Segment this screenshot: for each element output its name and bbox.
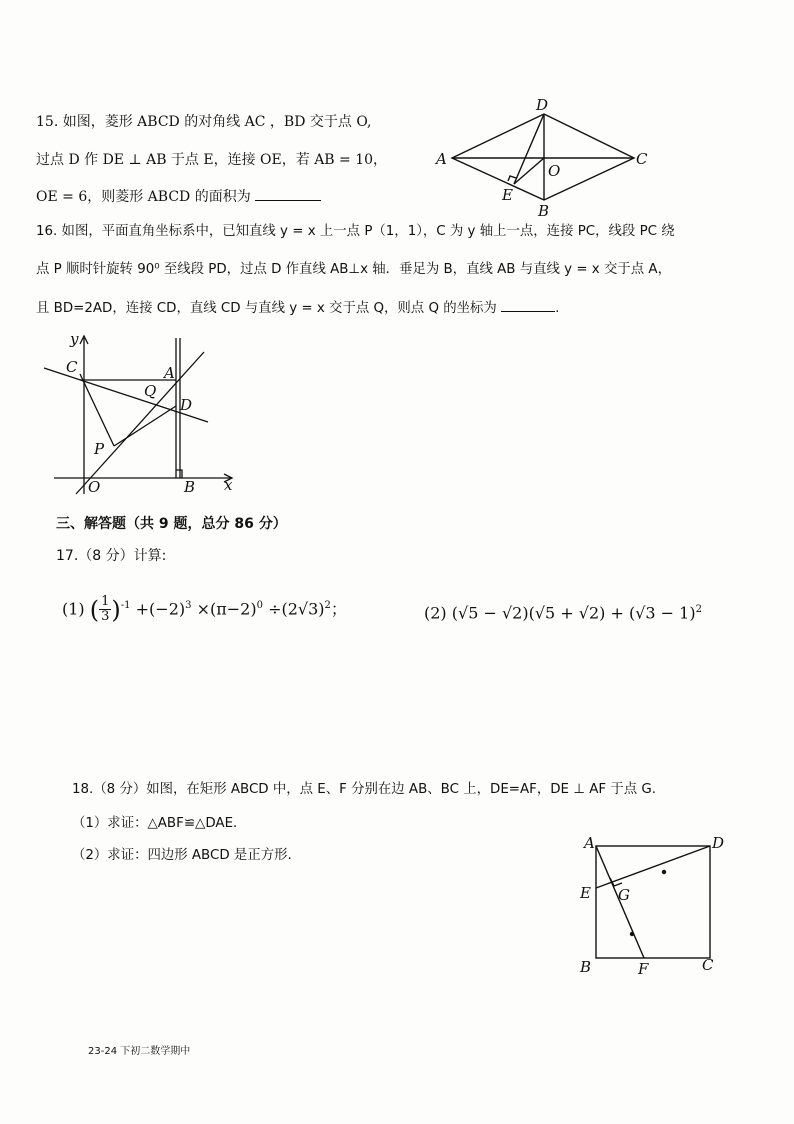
q17-part-2-label: (2) — [424, 603, 447, 623]
exponent-zero: 0 — [256, 600, 263, 611]
segment-pd — [114, 406, 176, 446]
q15-line-3-text: OE = 6，则菱形 ABCD 的面积为 — [36, 189, 251, 205]
fraction-one-third — [99, 595, 111, 624]
label-b: B — [538, 202, 550, 220]
label-d: D — [712, 834, 725, 852]
part-1-end: ； — [330, 599, 347, 619]
right-angle-b — [176, 470, 182, 478]
label-a: A — [436, 150, 447, 168]
term-neg-two: +(−2) — [135, 599, 186, 619]
q15-answer-blank — [255, 186, 321, 201]
label-o: O — [548, 162, 561, 180]
q17-intro: 17.（8 分）计算: — [56, 548, 167, 564]
label-q: Q — [144, 382, 157, 400]
label-e: E — [502, 186, 513, 204]
fraction-numerator: 1 — [101, 594, 110, 610]
paren-open: ( — [89, 595, 100, 624]
line-y-equals-x — [76, 352, 204, 494]
square-abcd — [596, 846, 710, 958]
label-b: B — [580, 958, 592, 976]
label-c: C — [702, 956, 714, 974]
label-d: D — [536, 96, 549, 114]
q18-square-figure — [576, 830, 736, 980]
q16-line-3 — [36, 297, 559, 319]
segment-de — [596, 846, 710, 888]
q18-part-1: （1）求证：△ABF≌△DAE． — [72, 816, 247, 831]
q16-coordinate-figure — [40, 330, 250, 500]
right-angle-mark — [508, 176, 516, 181]
label-c: C — [636, 150, 648, 168]
q16-line-3-end: . — [555, 301, 560, 316]
exponent-three: 3 — [185, 600, 192, 611]
part-2-expression: (√5 − √2)(√5 + √2) + (√3 − 1) — [451, 603, 696, 623]
label-p: P — [94, 440, 105, 458]
q16-line-2: 点 P 顺时针旋转 90⁰ 至线段 PD，过点 D 作直线 AB⊥x 轴．垂足为 B，直线 AB 与直线 y = x 交于点 A， — [36, 262, 671, 277]
q16-line-3-text: 且 BD=2AD，连接 CD，直线 CD 与直线 y = x 交于点 Q，则点 Q 的坐标为 — [36, 301, 497, 316]
label-d: D — [180, 396, 193, 414]
paren-close: ) — [111, 595, 121, 624]
exponent-neg-one: -1 — [120, 600, 131, 611]
exponent-two: 2 — [324, 600, 331, 611]
q18-intro: 18.（8 分）如图，在矩形 ABCD 中，点 E、F 分别在边 AB、BC 上，DE=AF，DE ⊥ AF 于点 G. — [72, 782, 656, 797]
label-g: G — [618, 886, 630, 904]
tick-mark — [662, 870, 666, 874]
tick-mark — [630, 932, 634, 936]
rhombus-outline — [452, 114, 634, 200]
label-x: x — [224, 476, 233, 494]
label-y: y — [70, 330, 79, 348]
section-3-heading: 三、解答题（共 9 题，总分 86 分） — [56, 516, 287, 532]
label-f: F — [638, 960, 649, 978]
label-e: E — [580, 884, 591, 902]
q15-line-3 — [36, 186, 321, 207]
page-footer: 23-24 下初二数学期中 — [88, 1046, 191, 1057]
part-2-exponent: 2 — [695, 604, 702, 615]
q16-answer-blank — [501, 297, 555, 312]
q18-part-2: （2）求证：四边形 ABCD 是正方形. — [72, 848, 292, 863]
q15-line-1: 15. 如图，菱形 ABCD 的对角线 AC ，BD 交于点 O, — [36, 114, 372, 130]
q16-line-1: 16. 如图，平面直角坐标系中，已知直线 y = x 上一点 P（1，1），C 为 y 轴上一点，连接 PC，线段 PC 绕 — [36, 224, 675, 239]
label-c: C — [66, 358, 78, 376]
fraction-denominator: 3 — [101, 609, 110, 625]
label-o: O — [88, 478, 101, 496]
q17-part-1-label: (1) — [62, 599, 85, 619]
term-pi-minus-two: ×(π−2) — [196, 599, 257, 619]
segment-de — [514, 114, 544, 184]
q15-line-2: 过点 D 作 DE ⊥ AB 于点 E，连接 OE，若 AB = 10， — [36, 152, 388, 168]
label-b: B — [184, 478, 196, 496]
q17-part-1 — [62, 592, 347, 624]
label-a: A — [584, 834, 595, 852]
term-two-root-three: ÷(2√3) — [268, 599, 325, 619]
q15-rhombus-figure — [430, 96, 660, 220]
label-a: A — [164, 364, 175, 382]
q17-part-2 — [424, 596, 702, 627]
segment-oe — [514, 158, 544, 184]
